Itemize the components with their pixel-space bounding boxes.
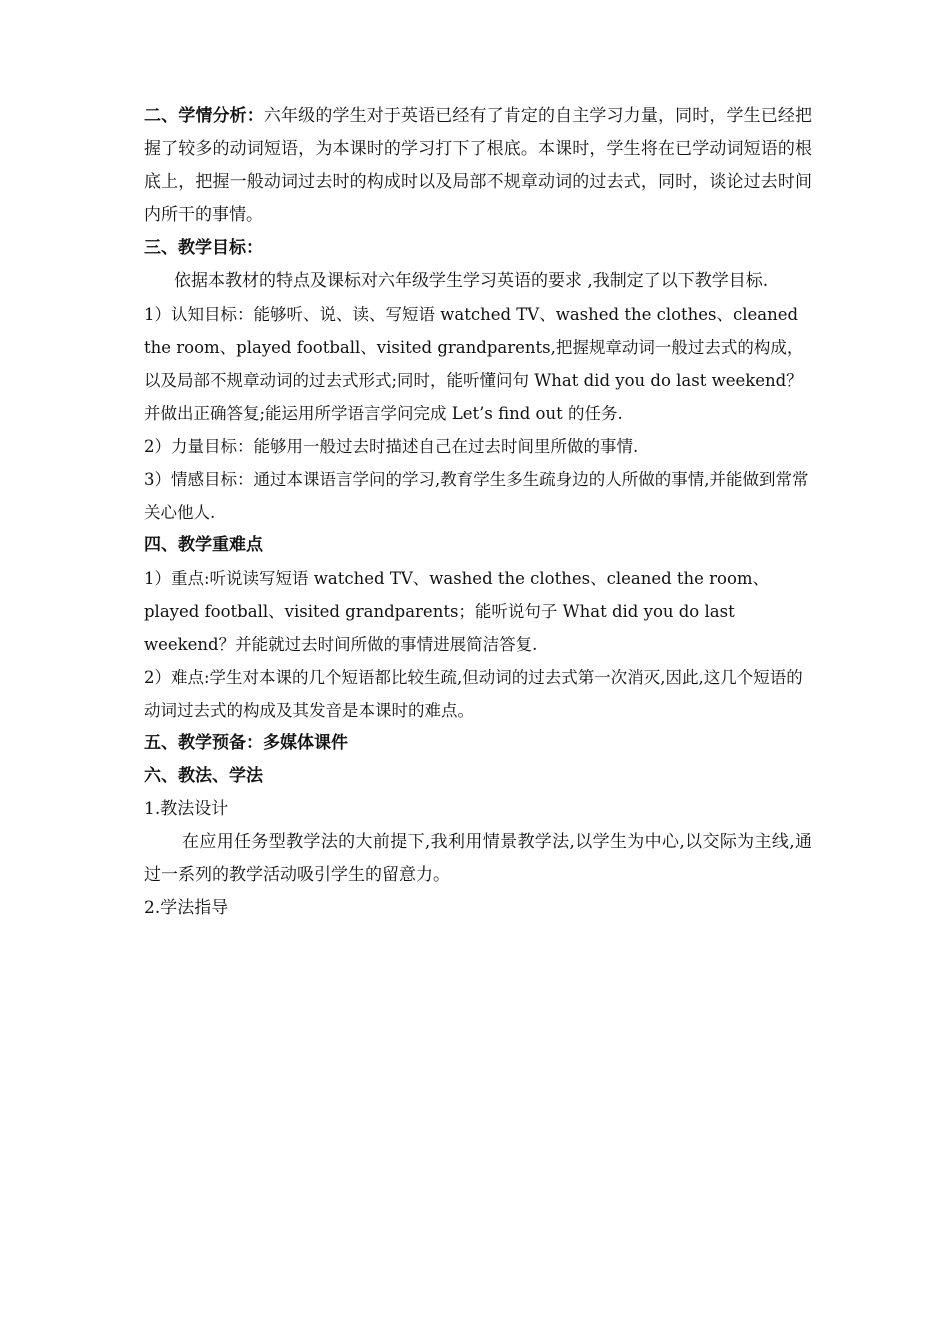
section-3-item-1: 1）认知目标：能够听、说、读、写短语 watched TV、washed the clothes、cleaned the room、played football、visited grandparents,把握规章动词一般过去式的构成，以及局部不规章动词的过去式形式;同时，能听懂问句 What did you do last weekend？并做出正确答复;能运用所学语言学问完成 Let’s find out 的任务.: [144, 305, 804, 423]
section-4-heading: 四、教学重难点: [144, 535, 263, 555]
section-6-sub-2: 2.学法指导: [144, 898, 229, 918]
section-5-heading: 五、教学预备：多媒体课件: [144, 733, 348, 753]
section-6-sub-1: 1.教法设计: [144, 799, 229, 819]
section-3-heading: 三、教学目标：: [144, 238, 263, 258]
section-2-heading: 二、学情分析：: [144, 106, 264, 126]
section-3-item-3: 3）情感目标：通过本课语言学问的学习,教育学生多生疏身边的人所做的事情,并能做到常常关心他人.: [144, 470, 809, 522]
section-6-heading: 六、教法、学法: [144, 766, 263, 786]
section-4-item-2: 2）难点:学生对本课的几个短语都比较生疏,但动词的过去式第一次消灭,因此,这几个短语的动词过去式的构成及其发音是本课时的难点。: [144, 668, 803, 720]
section-3-intro: 依据本教材的特点及课标对六年级学生学习英语的要求 ,我制定了以下教学目标.: [174, 271, 769, 291]
section-2-paragraph: [144, 100, 812, 232]
section-2-body: 六年级的学生对于英语已经有了肯定的自主学习力量，同时，学生已经把握了较多的动词短语，为本课时的学习打下了根底。本课时，学生将在已学动词短语的根底上，把握一般动词过去时的构成时以及局部不规章动词的过去式，同时，谈论过去时间内所干的事情。: [144, 106, 812, 225]
section-3-item-2: 2）力量目标：能够用一般过去时描述自己在过去时间里所做的事情.: [144, 437, 639, 456]
section-4-item-1: 1）重点:听说读写短语 watched TV、washed the clothes、cleaned the room、played football、visited grandparents；能听说句子 What did you do last weekend？并能就过去时间所做的事情进展简洁答复.: [144, 569, 770, 654]
section-6-sub-1-body: 在应用任务型教学法的大前提下,我利用情景教学法,以学生为中心,以交际为主线,通过一系列的教学活动吸引学生的留意力。: [144, 832, 812, 885]
document-content: [144, 100, 812, 925]
